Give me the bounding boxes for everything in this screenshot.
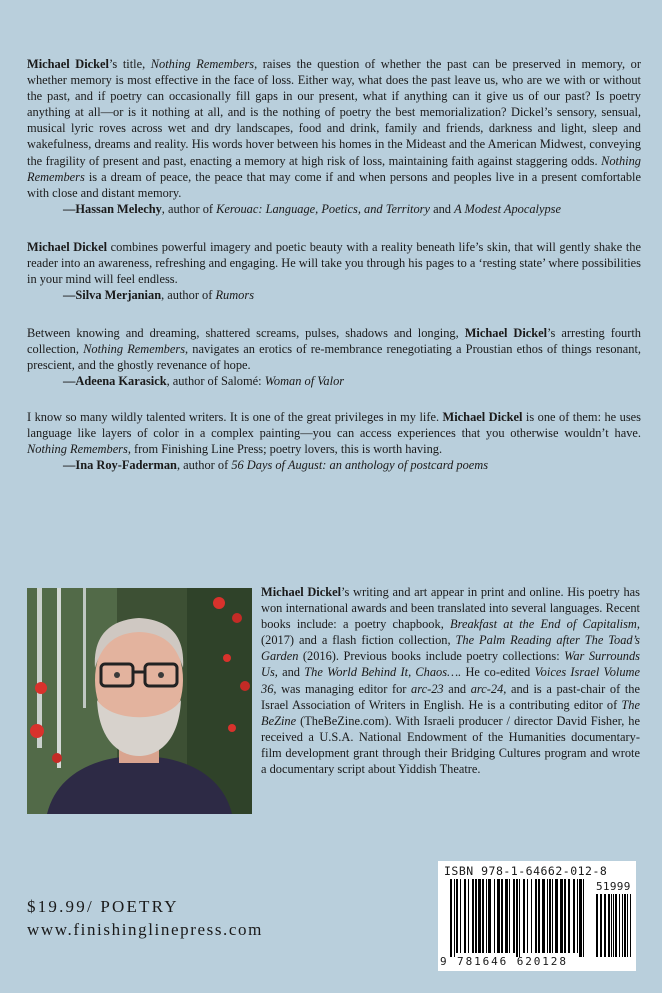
- addon-bar: [624, 894, 626, 957]
- ean-digits: 9 781646 620128: [440, 955, 568, 968]
- barcode-bar: [501, 879, 503, 953]
- barcode-bar: [579, 879, 582, 957]
- blurb-text: Between knowing and dreaming, shattered screams, pulses, shadows and longing, Michael Dickel’s arresting fourth collection, Nothing Remembers, navigates an erotics of re-membrance renegotiating a Proustian ethos of things resonant, prescient, and the ghostly revenance of hope.: [27, 326, 641, 373]
- barcode-bar: [505, 879, 508, 953]
- blurb-hassan-melechy: [27, 56, 641, 217]
- author-photo: [27, 588, 252, 814]
- barcode-bar: [482, 879, 484, 953]
- barcode-bar: [486, 879, 487, 953]
- barcode-bar: [538, 879, 540, 953]
- barcode-bar: [577, 879, 578, 953]
- author-portrait-illustration: [27, 588, 252, 814]
- addon-bar: [627, 894, 628, 957]
- barcode-bar: [475, 879, 477, 953]
- blurb-text: Michael Dickel’s title, Nothing Remembers, raises the question of whether the past can be preserved in memory, or whether memory is most effective in the face of loss. Either way, what does the past leave us, who are we with or without the past, and if poetry can occasionally fill gaps in our present, what if anything can it give us of our past? Is poetry anything at all—or is it nothing at all, and is the nothing of poetry the best memorialization? Dickel’s sensory, sensual, musical lyric roves across wet and dry landscapes, food and drink, family and friends, darkness and light, sleep and wakefulness, dreams and reality. His words hover between his homes in the Mideast and the American Midwest, conveying the fragility of present and past, enacting a memory at high risk of loss, maintaining faith against staggering odds. Nothing Remembers is a dream of peace, the peace that may come if and when persons and peoples live in a present comfortable with close and distant memory.: [27, 57, 642, 200]
- barcode-bar: [523, 879, 525, 953]
- addon-bar: [619, 894, 620, 957]
- addon-bar: [600, 894, 602, 957]
- author-bio: Michael Dickel’s writing and art appear in print and online. His poetry has won international awards and been translated into several languages. Recent books include: a poetry chapbook, Breakfast at the End of Capitalism, (2017) and a flash fiction collection, The Palm Reading after The Toad’s Garden (2016). Previous books include poetry collections: War Surrounds Us, and The World Behind It, Chaos…. He co-edited Voices Israel Volume 36, was managing editor for arc-23 and arc-24, and is a past-chair of the Israel Association of Writers in English. He is a contributing editor of The BeZine (TheBeZine.com). With Israeli producer / director David Fisher, he received a U.S.A. National Endowment of the Humanities documentary-film development grant through their Bridging Cultures program and wrote a documentary script about Yiddish Theatre.: [261, 585, 641, 777]
- addon-bar: [615, 894, 617, 957]
- barcode-bar: [456, 879, 458, 953]
- addon-bar: [613, 894, 614, 957]
- addon-bars: [596, 894, 631, 957]
- barcode-bar: [464, 879, 466, 953]
- barcode-bar: [564, 879, 566, 953]
- addon-bar: [596, 894, 598, 957]
- barcode-bar: [549, 879, 551, 953]
- blurb-adeena-karasick: [27, 325, 641, 389]
- barcode-bar: [516, 879, 518, 957]
- blurb-attribution: —Adeena Karasick, author of Salomé: Woman of Valor: [63, 374, 345, 389]
- barcode-bar: [494, 879, 495, 953]
- barcode-bar: [552, 879, 553, 953]
- barcode-bar: [555, 879, 558, 953]
- barcode-bar: [454, 879, 455, 957]
- barcode-bar: [547, 879, 548, 953]
- barcode-bar: [573, 879, 575, 953]
- barcode-bar: [535, 879, 537, 953]
- addon-bar: [611, 894, 612, 957]
- barcode-bar: [450, 879, 452, 957]
- ean-bars: [450, 879, 584, 957]
- barcode-bar: [488, 879, 491, 953]
- blurb-attribution: —Silva Merjanian, author of Rumors: [63, 288, 255, 303]
- blurb-attribution: —Hassan Melechy, author of Kerouac: Language, Poetics, and Territory and A Modest Apocalypse: [63, 201, 561, 216]
- isbn-label: ISBN 978-1-64662-012-8: [444, 864, 608, 878]
- barcode-bar: [478, 879, 481, 953]
- barcode-bar: [497, 879, 500, 953]
- blurb-silva-merjanian: [27, 239, 641, 303]
- addon-bar: [622, 894, 623, 957]
- barcode-bar: [542, 879, 545, 953]
- isbn-barcode: [438, 861, 636, 971]
- publisher-website[interactable]: www.finishinglinepress.com: [27, 920, 263, 939]
- barcode-bar: [460, 879, 461, 953]
- price-category: $19.99/ POETRY: [27, 897, 179, 916]
- barcode-bar: [519, 879, 520, 957]
- addon-bar: [630, 894, 631, 957]
- blurb-ina-roy-faderman: [27, 409, 641, 473]
- barcode-bar: [560, 879, 563, 953]
- barcode-bar: [472, 879, 474, 953]
- barcode-bar: [509, 879, 510, 953]
- barcode-bar: [531, 879, 532, 953]
- blurb-text: Michael Dickel combines powerful imagery and poetic beauty with a reality beneath life’s skin, that will gently shake the reader into an awareness, refreshing and engaging. He will take you through his pages to a ‘resting state’ where possibilities in your mind will feel endless.: [27, 240, 641, 287]
- barcode-bar: [513, 879, 515, 953]
- barcode-bar: [568, 879, 570, 953]
- addon-bar: [608, 894, 610, 957]
- barcode-bar: [468, 879, 469, 953]
- addon-bar: [604, 894, 606, 957]
- barcode-bar: [583, 879, 584, 957]
- addon-digits: 51999: [596, 880, 631, 893]
- blurb-attribution: —Ina Roy-Faderman, author of 56 Days of August: an anthology of postcard poems: [63, 458, 489, 473]
- barcode-bar: [527, 879, 528, 953]
- blurb-text: I know so many wildly talented writers. It is one of the great privileges in my life. Michael Dickel is one of them: he uses language like layers of color in a complex painting—you can access experiences that you otherwise wouldn’t have. Nothing Remembers, from Finishing Line Press; poetry lovers, this is worth having.: [27, 410, 641, 457]
